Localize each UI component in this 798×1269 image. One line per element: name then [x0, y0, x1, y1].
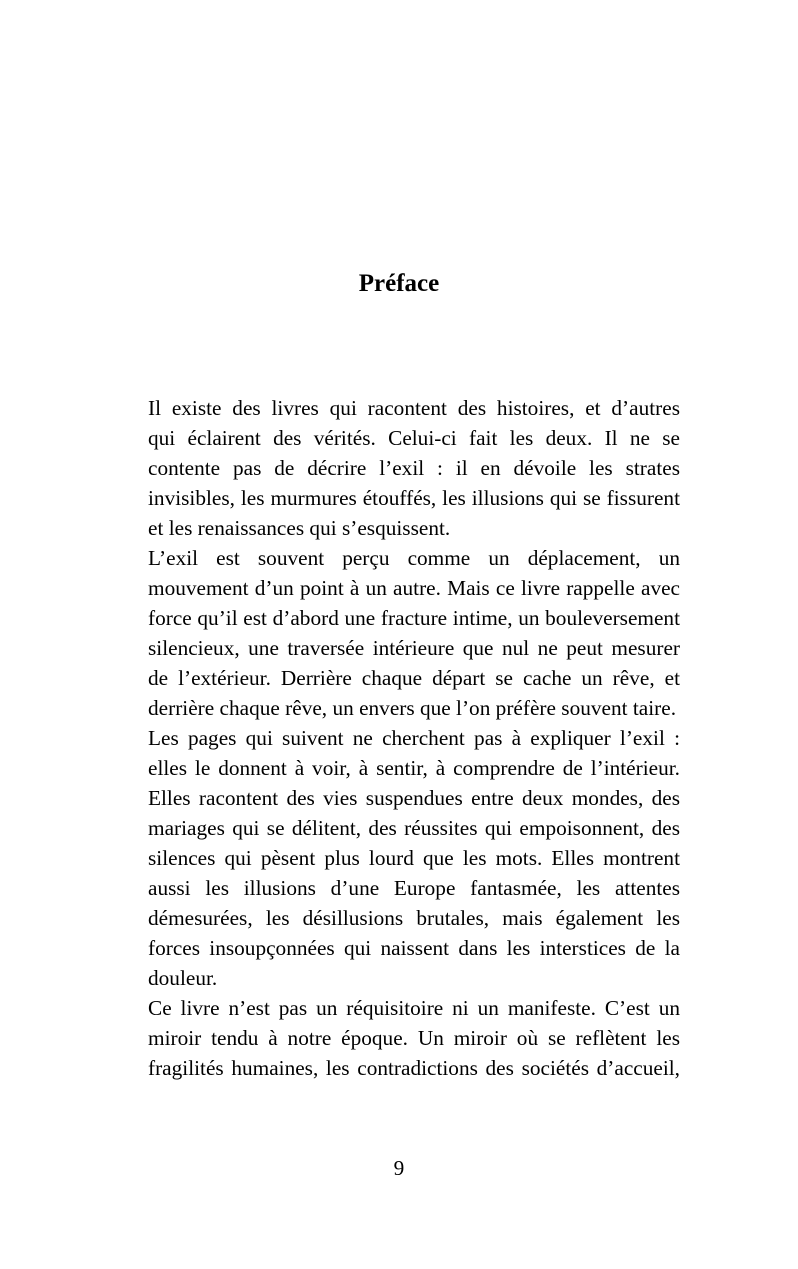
- text-line: L’exil est souvent perçu comme un déplacement, un: [148, 546, 680, 570]
- body-text: [116, 393, 680, 1083]
- text-line: miroir tendu à notre époque. Un miroir où se reflètent les: [148, 1026, 680, 1050]
- text-line: invisibles, les murmures étouffés, les illusions qui se fissurent: [148, 486, 680, 510]
- text-line: silencieux, une traversée intérieure que nul ne peut mesurer: [148, 636, 680, 660]
- text-line: mariages qui se délitent, des réussites qui empoisonnent, des: [148, 816, 680, 840]
- text-line: qui éclairent des vérités. Celui-ci fait les deux. Il ne se: [148, 426, 680, 450]
- paragraph-3: [116, 723, 680, 993]
- text-line: force qu’il est d’abord une fracture intime, un bouleversement: [148, 606, 680, 630]
- text-line: Elles racontent des vies suspendues entre deux mondes, des: [148, 786, 680, 810]
- paragraph-2: [116, 543, 680, 723]
- text-line: forces insoupçonnées qui naissent dans les interstices de la: [148, 936, 680, 960]
- text-line: et les renaissances qui s’esquissent.: [148, 516, 451, 540]
- text-line: Ce livre n’est pas un réquisitoire ni un manifeste. C’est un: [148, 996, 680, 1020]
- text-line: douleur.: [148, 966, 218, 990]
- text-line: de l’extérieur. Derrière chaque départ se cache un rêve, et: [148, 666, 680, 690]
- text-line: elles le donnent à voir, à sentir, à comprendre de l’intérieur.: [148, 756, 680, 780]
- text-line: fragilités humaines, les contradictions des sociétés d’accueil,: [148, 1056, 680, 1080]
- text-line: silences qui pèsent plus lourd que les mots. Elles montrent: [148, 846, 680, 870]
- text-line: démesurées, les désillusions brutales, mais également les: [148, 906, 680, 930]
- page-number: 9: [393, 1156, 405, 1180]
- text-line: mouvement d’un point à un autre. Mais ce livre rappelle avec: [148, 576, 680, 600]
- text-line: derrière chaque rêve, un envers que l’on préfère souvent taire.: [148, 696, 677, 720]
- chapter-title: Préface: [358, 270, 440, 297]
- text-line: aussi les illusions d’une Europe fantasmée, les attentes: [148, 876, 680, 900]
- text-line: contente pas de décrire l’exil : il en dévoile les strates: [148, 456, 680, 480]
- text-line: Il existe des livres qui racontent des histoires, et d’autres: [148, 396, 680, 420]
- paragraph-1: [116, 393, 680, 543]
- paragraph-4: [116, 993, 680, 1083]
- text-line: Les pages qui suivent ne cherchent pas à expliquer l’exil :: [148, 726, 680, 750]
